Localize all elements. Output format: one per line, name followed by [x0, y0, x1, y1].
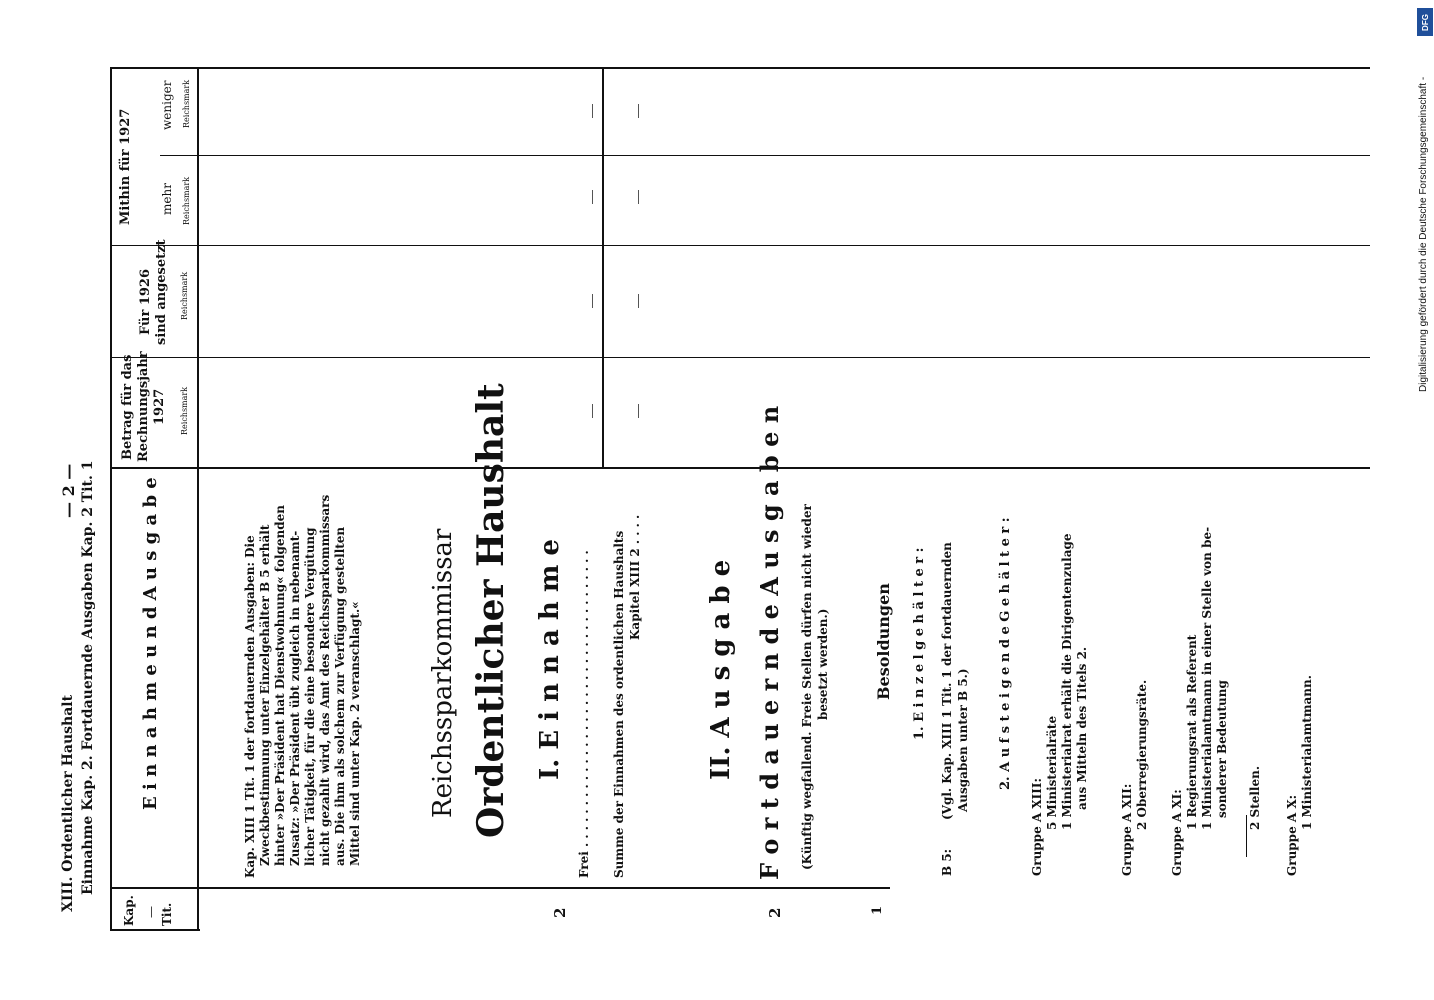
betrag-tick-1	[592, 404, 593, 418]
kap-income-number: 2	[551, 907, 569, 918]
mehr-column-divider	[160, 155, 1370, 156]
kuenftig-line1: (Künftig wegfallend. Freie Stellen dürfen nicht wieder	[800, 504, 814, 870]
page-number: — 2 —	[59, 463, 78, 518]
note-line-7: aus. Die ihm als solchem zur Verfügung gestellten	[333, 526, 347, 866]
col-betrag-line3: 1927	[152, 388, 167, 425]
gruppe-a11-total: 2 Stellen.	[1248, 765, 1262, 830]
aufsteigend-heading: 2. A u f s t e i g e n d e G e h ä l t e r :	[998, 517, 1013, 790]
col-mehr-currency: Reichsmark	[182, 176, 191, 225]
col-tit: Tit.	[160, 902, 174, 926]
gruppe-a11-item3: sonderer Bedeutung	[1215, 680, 1229, 818]
col-betrag-line1: Betrag für das	[120, 354, 135, 460]
kap-expense-number: 2	[766, 907, 784, 918]
gruppe-a10-item1: 1 Ministerialamtmann.	[1300, 675, 1314, 830]
main-column-divider	[110, 467, 1370, 469]
gruppe-a13: Gruppe A XIII:	[1030, 778, 1044, 876]
digitization-note: Digitalisierung gefördert durch die Deutsche Forschungsgemeinschaft -	[1418, 76, 1429, 392]
col-weniger-currency: Reichsmark	[182, 79, 191, 128]
col-betrag-currency: Reichsmark	[180, 386, 189, 435]
weniger-tick-1	[592, 104, 593, 118]
gruppe-a10: Gruppe A X:	[1285, 794, 1299, 876]
col-mithin: Mithin für 1927	[118, 108, 133, 225]
note-line-5: licher Tätigkeit, für die eine besondere Vergütung	[303, 527, 317, 866]
note-line-4: Zusatz: »Der Präsident übt zugleich in nebenamt-	[288, 530, 302, 866]
budget-title: Ordentlicher Haushalt	[470, 383, 512, 838]
b5-text-line2: Ausgaben unter B 5.)	[956, 668, 970, 812]
note-line-6: nicht gezahlt wird, das Amt des Reichssparkommissars	[318, 494, 332, 866]
betrag-tick-2	[638, 404, 639, 418]
dfg-logo-text: DFG	[1420, 13, 1430, 31]
gruppe-a13-item2: 1 Ministerialrat erhält die Dirigentenzulage	[1060, 533, 1074, 830]
mehr-tick-1	[592, 190, 593, 204]
header-row-divider	[197, 67, 199, 931]
col-mehr: mehr	[160, 183, 174, 215]
col-kap: Kap.	[122, 895, 136, 926]
income-section-divider	[602, 67, 604, 469]
note-line-8: Mittel sind unter Kap. 2 veranschlagt.«	[348, 601, 362, 866]
f1926-column-divider	[110, 245, 1370, 246]
b5-text-line1: (Vgl. Kap. XIII 1 Tit. 1 der fortdauernden	[940, 542, 954, 820]
note-line-3: hinter »Der Präsident hat Dienstwohnung« folgenden	[273, 504, 287, 866]
col-f1926-line1: Für 1926	[138, 268, 153, 335]
table-top-border	[110, 67, 1370, 69]
col-main-header: E i n n a h m e u n d A u s g a b e	[140, 477, 161, 810]
kap-column-divider	[110, 887, 890, 889]
dfg-logo	[1417, 8, 1433, 36]
gruppe-a11-item1: 1 Regierungsrat als Referent	[1185, 634, 1199, 830]
gruppe-a12: Gruppe A XII:	[1120, 783, 1134, 876]
col-kap-rule: —	[144, 906, 158, 918]
income-sum-line1: Summe der Einnahmen des ordentlichen Haushalts	[612, 530, 626, 878]
weniger-tick-2	[638, 104, 639, 118]
table-bottom-border	[110, 929, 200, 931]
gruppe-a13-item3: aus Mitteln des Titels 2.	[1075, 646, 1089, 810]
header-line-1: XIII. Ordentlicher Haushalt	[60, 694, 76, 912]
kuenftig-line2: besetzt werden.)	[816, 608, 830, 720]
f1926-tick-1	[592, 294, 593, 308]
col-f1926-currency: Reichsmark	[180, 271, 189, 320]
income-heading: I. E i n n a h m e	[535, 539, 565, 780]
einzel-heading: 1. E i n z e l g e h ä l t e r :	[912, 547, 927, 740]
tit-1-number: 1	[870, 905, 885, 915]
gruppe-a13-item1: 5 Ministerialräte	[1045, 715, 1059, 830]
mehr-tick-2	[638, 190, 639, 204]
income-sum-line2: Kapitel XIII 2 . . . .	[628, 514, 642, 640]
f1926-tick-2	[638, 294, 639, 308]
expense-heading: II. A u s g a b e	[706, 559, 736, 780]
col-weniger: weniger	[160, 80, 174, 130]
gruppe-a12-item1: 2 Oberregierungsräte.	[1135, 679, 1149, 830]
gruppe-a11-item2: 1 Ministerialamtmann in einer Stelle von be-	[1200, 526, 1214, 830]
income-frei: Frei . . . . . . . . . . . . . . . . . . . . . . . . . . . . . . . . . . . .	[577, 550, 591, 878]
header-line-2: Einnahme Kap. 2. Fortdauernde Ausgaben Kap. 2 Tit. 1	[80, 460, 96, 895]
office-title: Reichssparkommissar	[428, 528, 458, 818]
note-line-1: Kap. XIII 1 Tit. 1 der fortdauernden Ausgaben: Die	[243, 535, 257, 878]
col-betrag-line2: Rechnungsjahr	[136, 351, 151, 462]
note-line-2: Zweckbestimmung unter Einzelgehälter B 5 erhält	[258, 524, 272, 866]
gruppe-a11-sum-rule	[1246, 815, 1247, 857]
betrag-column-divider	[110, 357, 1370, 358]
table-left-border	[110, 67, 112, 931]
gruppe-a11: Gruppe A XI:	[1170, 789, 1184, 876]
besoldungen-heading: Besoldungen	[874, 583, 893, 700]
col-f1926-line2: sind angesetzt	[154, 239, 169, 345]
b5-label: B 5:	[940, 848, 954, 876]
fortdauernd-heading: F o r t d a u e r n d e A u s g a b e n	[755, 405, 784, 880]
